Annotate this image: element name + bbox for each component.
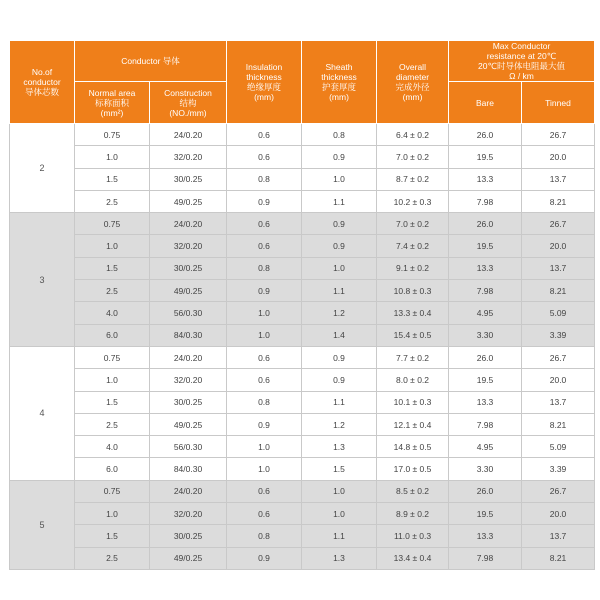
overall-diameter-cell: 14.8 ± 0.5 [377, 436, 449, 458]
table-row [10, 413, 595, 435]
resistance-bare-cell: 13.3 [449, 257, 522, 279]
table-row [10, 480, 595, 502]
overall-diameter-cell: 13.3 ± 0.4 [377, 302, 449, 324]
sheath-cell: 1.2 [302, 413, 377, 435]
resistance-bare-cell: 13.3 [449, 168, 522, 190]
insulation-cell: 1.0 [227, 324, 302, 346]
insulation-cell: 0.9 [227, 280, 302, 302]
sheath-cell: 0.9 [302, 235, 377, 257]
overall-diameter-cell: 10.8 ± 0.3 [377, 280, 449, 302]
resistance-bare-cell: 19.5 [449, 369, 522, 391]
overall-diameter-cell: 8.0 ± 0.2 [377, 369, 449, 391]
table-row [10, 547, 595, 569]
cores-cell: 5 [10, 480, 75, 569]
resistance-bare-cell: 19.5 [449, 503, 522, 525]
resistance-tinned-cell: 5.09 [522, 302, 595, 324]
construction-cell: 24/0.20 [150, 480, 227, 502]
cores-cell: 4 [10, 346, 75, 480]
header-cores: No.of conductor 导体芯数 [10, 41, 75, 124]
normal-area-cell: 2.5 [75, 547, 150, 569]
resistance-tinned-cell: 26.7 [522, 213, 595, 235]
normal-area-cell: 1.5 [75, 168, 150, 190]
resistance-tinned-cell: 3.39 [522, 324, 595, 346]
resistance-bare-cell: 13.3 [449, 525, 522, 547]
normal-area-cell: 0.75 [75, 480, 150, 502]
table-row [10, 369, 595, 391]
overall-diameter-cell: 7.0 ± 0.2 [377, 146, 449, 168]
construction-cell: 49/0.25 [150, 280, 227, 302]
table-row [10, 124, 595, 146]
resistance-bare-cell: 19.5 [449, 146, 522, 168]
header-normal-area: Normal area 标称面积 (mm²) [75, 82, 150, 124]
sheath-cell: 1.1 [302, 391, 377, 413]
normal-area-cell: 4.0 [75, 302, 150, 324]
overall-diameter-cell: 8.9 ± 0.2 [377, 503, 449, 525]
resistance-bare-cell: 3.30 [449, 324, 522, 346]
construction-cell: 24/0.20 [150, 346, 227, 368]
construction-cell: 32/0.20 [150, 369, 227, 391]
resistance-tinned-cell: 20.0 [522, 235, 595, 257]
sheath-cell: 1.0 [302, 503, 377, 525]
construction-cell: 30/0.25 [150, 257, 227, 279]
insulation-cell: 0.9 [227, 547, 302, 569]
header-construction: Construction 结构 (NO./mm) [150, 82, 227, 124]
table-row [10, 280, 595, 302]
header-sheath: Sheath thickness 护套厚度 (mm) [302, 41, 377, 124]
insulation-cell: 0.8 [227, 525, 302, 547]
sheath-cell: 1.1 [302, 525, 377, 547]
insulation-cell: 1.0 [227, 302, 302, 324]
normal-area-cell: 6.0 [75, 324, 150, 346]
sheath-cell: 0.9 [302, 369, 377, 391]
overall-diameter-cell: 10.2 ± 0.3 [377, 190, 449, 212]
sheath-cell: 1.1 [302, 280, 377, 302]
cores-cell: 2 [10, 124, 75, 213]
sheath-cell: 1.0 [302, 257, 377, 279]
sheath-cell: 0.8 [302, 124, 377, 146]
header-resistance: Max Conductor resistance at 20℃ 20℃时导体电阻最大值 Ω / km [449, 41, 595, 82]
sheath-cell: 1.0 [302, 480, 377, 502]
table-row [10, 346, 595, 368]
table-row [10, 458, 595, 480]
normal-area-cell: 0.75 [75, 124, 150, 146]
normal-area-cell: 1.5 [75, 525, 150, 547]
resistance-bare-cell: 7.98 [449, 547, 522, 569]
table-row [10, 146, 595, 168]
sheath-cell: 1.3 [302, 547, 377, 569]
resistance-tinned-cell: 26.7 [522, 480, 595, 502]
normal-area-cell: 0.75 [75, 346, 150, 368]
sheath-cell: 1.4 [302, 324, 377, 346]
construction-cell: 24/0.20 [150, 213, 227, 235]
resistance-tinned-cell: 3.39 [522, 458, 595, 480]
normal-area-cell: 0.75 [75, 213, 150, 235]
sheath-cell: 1.1 [302, 190, 377, 212]
resistance-tinned-cell: 13.7 [522, 391, 595, 413]
table-row [10, 391, 595, 413]
table-row [10, 190, 595, 212]
construction-cell: 30/0.25 [150, 168, 227, 190]
normal-area-cell: 1.0 [75, 503, 150, 525]
cable-spec-table [9, 40, 595, 570]
construction-cell: 84/0.30 [150, 324, 227, 346]
resistance-tinned-cell: 8.21 [522, 280, 595, 302]
table-row [10, 168, 595, 190]
header-overall-diameter: Overall diameter 完成外径 (mm) [377, 41, 449, 124]
insulation-cell: 0.9 [227, 190, 302, 212]
resistance-tinned-cell: 13.7 [522, 525, 595, 547]
resistance-bare-cell: 7.98 [449, 280, 522, 302]
insulation-cell: 0.6 [227, 346, 302, 368]
insulation-cell: 0.6 [227, 213, 302, 235]
insulation-cell: 0.6 [227, 480, 302, 502]
resistance-tinned-cell: 13.7 [522, 257, 595, 279]
table-body [10, 124, 595, 570]
resistance-bare-cell: 26.0 [449, 480, 522, 502]
construction-cell: 32/0.20 [150, 503, 227, 525]
resistance-bare-cell: 4.95 [449, 436, 522, 458]
resistance-tinned-cell: 5.09 [522, 436, 595, 458]
resistance-tinned-cell: 8.21 [522, 413, 595, 435]
insulation-cell: 0.6 [227, 503, 302, 525]
insulation-cell: 0.6 [227, 369, 302, 391]
construction-cell: 49/0.25 [150, 547, 227, 569]
resistance-tinned-cell: 26.7 [522, 346, 595, 368]
construction-cell: 49/0.25 [150, 190, 227, 212]
sheath-cell: 0.9 [302, 213, 377, 235]
resistance-bare-cell: 4.95 [449, 302, 522, 324]
insulation-cell: 0.8 [227, 391, 302, 413]
resistance-tinned-cell: 13.7 [522, 168, 595, 190]
insulation-cell: 1.0 [227, 458, 302, 480]
resistance-bare-cell: 13.3 [449, 391, 522, 413]
resistance-tinned-cell: 8.21 [522, 547, 595, 569]
construction-cell: 56/0.30 [150, 302, 227, 324]
resistance-tinned-cell: 20.0 [522, 369, 595, 391]
normal-area-cell: 1.5 [75, 391, 150, 413]
overall-diameter-cell: 7.7 ± 0.2 [377, 346, 449, 368]
normal-area-cell: 6.0 [75, 458, 150, 480]
sheath-cell: 1.5 [302, 458, 377, 480]
construction-cell: 30/0.25 [150, 391, 227, 413]
insulation-cell: 1.0 [227, 436, 302, 458]
insulation-cell: 0.6 [227, 235, 302, 257]
resistance-bare-cell: 7.98 [449, 413, 522, 435]
construction-cell: 32/0.20 [150, 146, 227, 168]
overall-diameter-cell: 11.0 ± 0.3 [377, 525, 449, 547]
overall-diameter-cell: 10.1 ± 0.3 [377, 391, 449, 413]
insulation-cell: 0.6 [227, 124, 302, 146]
overall-diameter-cell: 6.4 ± 0.2 [377, 124, 449, 146]
construction-cell: 30/0.25 [150, 525, 227, 547]
resistance-bare-cell: 26.0 [449, 213, 522, 235]
table-row [10, 213, 595, 235]
overall-diameter-cell: 8.7 ± 0.2 [377, 168, 449, 190]
insulation-cell: 0.9 [227, 413, 302, 435]
resistance-tinned-cell: 8.21 [522, 190, 595, 212]
cores-cell: 3 [10, 213, 75, 347]
resistance-tinned-cell: 20.0 [522, 146, 595, 168]
resistance-tinned-cell: 20.0 [522, 503, 595, 525]
insulation-cell: 0.8 [227, 257, 302, 279]
table-row [10, 302, 595, 324]
overall-diameter-cell: 15.4 ± 0.5 [377, 324, 449, 346]
overall-diameter-cell: 9.1 ± 0.2 [377, 257, 449, 279]
normal-area-cell: 2.5 [75, 413, 150, 435]
insulation-cell: 0.8 [227, 168, 302, 190]
insulation-cell: 0.6 [227, 146, 302, 168]
construction-cell: 24/0.20 [150, 124, 227, 146]
resistance-bare-cell: 26.0 [449, 346, 522, 368]
overall-diameter-cell: 17.0 ± 0.5 [377, 458, 449, 480]
table-row [10, 503, 595, 525]
overall-diameter-cell: 7.4 ± 0.2 [377, 235, 449, 257]
normal-area-cell: 1.0 [75, 235, 150, 257]
construction-cell: 84/0.30 [150, 458, 227, 480]
overall-diameter-cell: 13.4 ± 0.4 [377, 547, 449, 569]
sheath-cell: 0.9 [302, 146, 377, 168]
construction-cell: 32/0.20 [150, 235, 227, 257]
normal-area-cell: 2.5 [75, 280, 150, 302]
resistance-bare-cell: 3.30 [449, 458, 522, 480]
sheath-cell: 0.9 [302, 346, 377, 368]
resistance-bare-cell: 26.0 [449, 124, 522, 146]
resistance-bare-cell: 19.5 [449, 235, 522, 257]
overall-diameter-cell: 7.0 ± 0.2 [377, 213, 449, 235]
table-row [10, 324, 595, 346]
construction-cell: 49/0.25 [150, 413, 227, 435]
resistance-tinned-cell: 26.7 [522, 124, 595, 146]
normal-area-cell: 1.0 [75, 146, 150, 168]
table-row [10, 235, 595, 257]
normal-area-cell: 1.0 [75, 369, 150, 391]
header-insulation: Insulation thickness 绝缘厚度 (mm) [227, 41, 302, 124]
header-tinned: Tinned [522, 82, 595, 124]
header-bare: Bare [449, 82, 522, 124]
sheath-cell: 1.2 [302, 302, 377, 324]
overall-diameter-cell: 12.1 ± 0.4 [377, 413, 449, 435]
construction-cell: 56/0.30 [150, 436, 227, 458]
overall-diameter-cell: 8.5 ± 0.2 [377, 480, 449, 502]
table-row [10, 525, 595, 547]
sheath-cell: 1.0 [302, 168, 377, 190]
normal-area-cell: 2.5 [75, 190, 150, 212]
table-row [10, 257, 595, 279]
sheath-cell: 1.3 [302, 436, 377, 458]
header-conductor: Conductor 导体 [75, 41, 227, 82]
normal-area-cell: 4.0 [75, 436, 150, 458]
normal-area-cell: 1.5 [75, 257, 150, 279]
table-row [10, 436, 595, 458]
resistance-bare-cell: 7.98 [449, 190, 522, 212]
